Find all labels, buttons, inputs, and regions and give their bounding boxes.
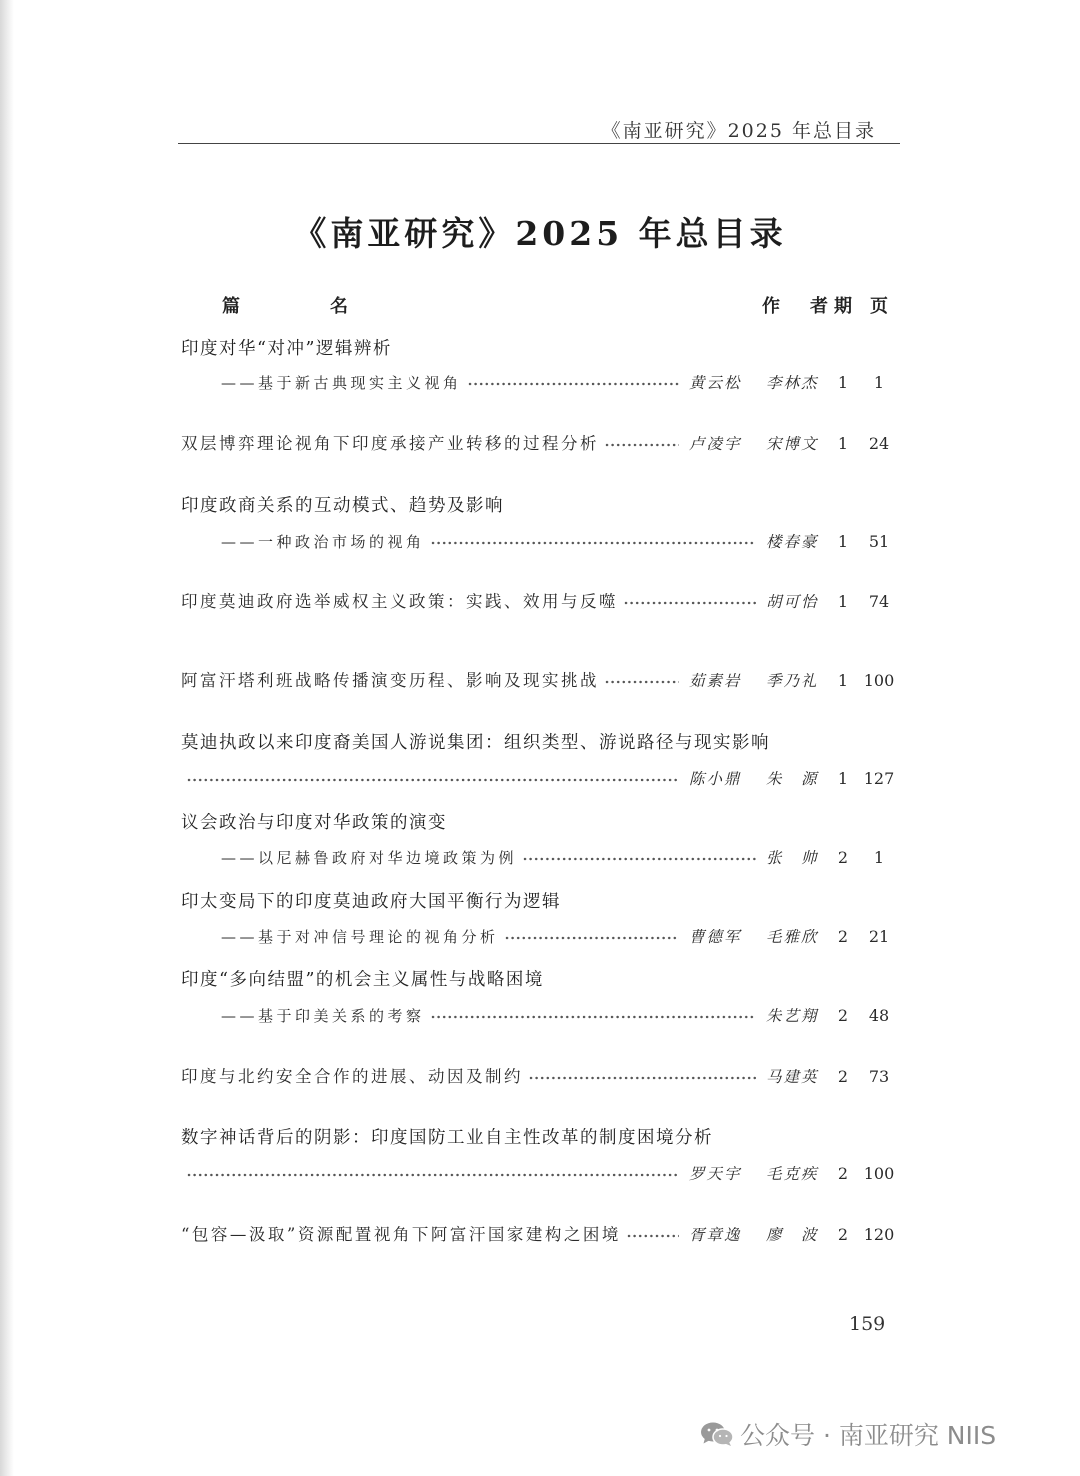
issue-number: 2 bbox=[837, 927, 849, 946]
toc-row bbox=[181, 845, 896, 871]
toc-row bbox=[181, 766, 896, 792]
issue-number: 1 bbox=[837, 532, 849, 551]
entry-title: 印度与北约安全合作的进展、动因及制约 bbox=[181, 1067, 523, 1086]
author-name: 毛克疾 bbox=[766, 1165, 819, 1183]
author-name: 季乃礼 bbox=[766, 672, 819, 690]
issue-number: 1 bbox=[837, 373, 849, 392]
page-ref: 21 bbox=[868, 927, 890, 946]
issue-number: 2 bbox=[837, 1006, 849, 1025]
issue-number: 1 bbox=[837, 769, 849, 788]
entry-title: 印度莫迪政府选举威权主义政策：实践、效用与反噬 bbox=[181, 592, 618, 611]
toc-row bbox=[181, 1064, 896, 1090]
page-ref: 74 bbox=[868, 592, 890, 611]
page-ref: 100 bbox=[863, 1164, 895, 1183]
dot-leader bbox=[529, 1064, 756, 1090]
page-title: 《南亚研究》2025 年总目录 bbox=[293, 214, 787, 253]
author-name: 罗天宇 bbox=[689, 1165, 742, 1183]
dot-leader bbox=[605, 668, 679, 694]
entry-title: 议会政治与印度对华政策的演变 bbox=[181, 813, 447, 833]
entry-subtitle: ——基于对冲信号理论的视角分析 bbox=[221, 928, 499, 946]
author-name: 胥章逸 bbox=[689, 1226, 742, 1244]
page-number: 159 bbox=[849, 1313, 886, 1335]
running-header: 《南亚研究》2025 年总目录 bbox=[601, 120, 876, 142]
watermark-text: 公众号 · 南亚研究 NIIS bbox=[740, 1421, 997, 1450]
toc-row bbox=[181, 431, 896, 457]
issue-number: 2 bbox=[837, 1225, 849, 1244]
author-name: 张 帅 bbox=[766, 849, 819, 867]
toc-row bbox=[181, 924, 896, 950]
dot-leader bbox=[431, 1003, 756, 1029]
entry-title: “包容—汲取”资源配置视角下阿富汗国家建构之困境 bbox=[181, 1225, 621, 1244]
entry-subtitle: ——以尼赫鲁政府对华边境政策为例 bbox=[221, 849, 518, 867]
toc-row bbox=[181, 1161, 896, 1187]
page-ref: 73 bbox=[868, 1067, 890, 1086]
dot-leader bbox=[187, 1161, 679, 1187]
issue-number: 1 bbox=[837, 671, 849, 690]
author-name: 茹素岩 bbox=[689, 672, 742, 690]
dot-leader bbox=[523, 845, 756, 871]
entry-title: 印度“多向结盟”的机会主义属性与战略困境 bbox=[181, 970, 544, 990]
dot-leader bbox=[468, 370, 679, 396]
toc-row bbox=[181, 668, 896, 694]
header-rule bbox=[178, 143, 900, 144]
watermark bbox=[700, 1416, 996, 1452]
page-ref: 48 bbox=[868, 1006, 890, 1025]
issue-number: 1 bbox=[837, 434, 849, 453]
issue-number: 1 bbox=[837, 592, 849, 611]
dot-leader bbox=[187, 766, 679, 792]
issue-number: 2 bbox=[837, 1067, 849, 1086]
toc-row bbox=[181, 1003, 896, 1029]
entry-title: 印度对华“对冲”逻辑辨析 bbox=[181, 339, 392, 359]
issue-number: 2 bbox=[837, 848, 849, 867]
page-ref: 100 bbox=[863, 671, 895, 690]
toc-row bbox=[181, 1222, 896, 1248]
entry-subtitle: ——基于印美关系的考察 bbox=[221, 1007, 425, 1025]
entry-title: 印太变局下的印度莫迪政府大国平衡行为逻辑 bbox=[181, 892, 561, 912]
issue-number: 2 bbox=[837, 1164, 849, 1183]
dot-leader bbox=[605, 431, 679, 457]
dot-leader bbox=[431, 529, 756, 555]
column-header-issue: 期 bbox=[834, 296, 852, 317]
page-ref: 24 bbox=[868, 434, 890, 453]
dot-leader bbox=[505, 924, 679, 950]
toc-row bbox=[181, 529, 896, 555]
column-header-author: 作 者 bbox=[762, 296, 834, 317]
author-name: 毛雅欣 bbox=[766, 928, 819, 946]
entry-title: 莫迪执政以来印度裔美国人游说集团：组织类型、游说路径与现实影响 bbox=[181, 733, 770, 753]
author-name: 宋博文 bbox=[766, 435, 819, 453]
page-ref: 127 bbox=[863, 769, 895, 788]
column-header-title: 篇 名 bbox=[222, 296, 348, 317]
page-ref: 1 bbox=[873, 848, 885, 867]
author-name: 卢凌宇 bbox=[689, 435, 742, 453]
author-name: 李林杰 bbox=[766, 374, 819, 392]
author-name: 曹德军 bbox=[689, 928, 742, 946]
entry-title: 数字神话背后的阴影：印度国防工业自主性改革的制度困境分析 bbox=[181, 1128, 713, 1148]
toc-row bbox=[181, 589, 896, 615]
entry-title: 阿富汗塔利班战略传播演变历程、影响及现实挑战 bbox=[181, 671, 599, 690]
author-name: 黄云松 bbox=[689, 374, 742, 392]
dot-leader bbox=[624, 589, 756, 615]
author-name: 胡可怡 bbox=[766, 593, 819, 611]
wechat-icon bbox=[700, 1421, 734, 1447]
entry-subtitle: ——一种政治市场的视角 bbox=[221, 533, 425, 551]
toc-row bbox=[181, 370, 896, 396]
page-ref: 1 bbox=[873, 373, 885, 392]
entry-subtitle: ——基于新古典现实主义视角 bbox=[221, 374, 462, 392]
author-name: 马建英 bbox=[766, 1068, 819, 1086]
author-name: 朱 源 bbox=[766, 770, 819, 788]
page-ref: 51 bbox=[868, 532, 890, 551]
column-header-page: 页 bbox=[870, 296, 888, 317]
author-name: 陈小鼎 bbox=[689, 770, 742, 788]
entry-title: 双层博弈理论视角下印度承接产业转移的过程分析 bbox=[181, 434, 599, 453]
author-name: 廖 波 bbox=[766, 1226, 819, 1244]
author-name: 朱艺翔 bbox=[766, 1007, 819, 1025]
entry-title: 印度政商关系的互动模式、趋势及影响 bbox=[181, 496, 504, 516]
author-name: 楼春豪 bbox=[766, 533, 819, 551]
dot-leader bbox=[627, 1222, 679, 1248]
page-ref: 120 bbox=[863, 1225, 895, 1244]
